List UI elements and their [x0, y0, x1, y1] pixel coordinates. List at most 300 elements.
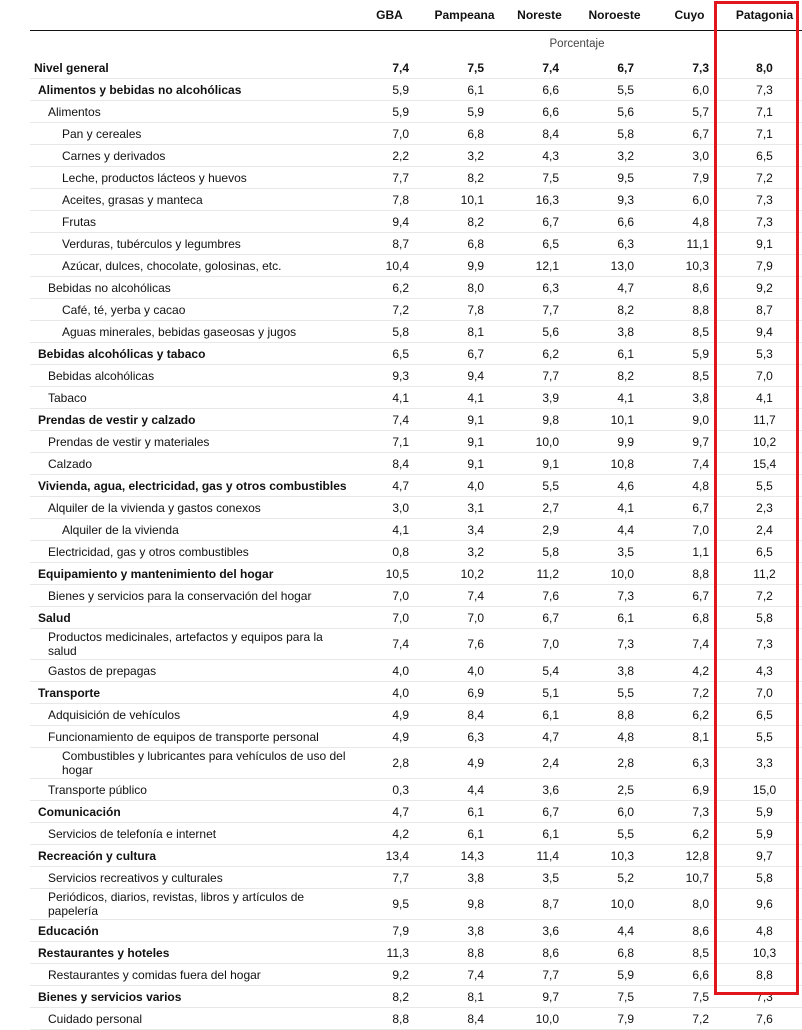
- cell-pampeana: 9,1: [427, 431, 502, 453]
- cell-noroeste: 5,6: [577, 101, 652, 123]
- cell-patagonia: 8,0: [727, 57, 802, 79]
- cell-noreste: 6,3: [502, 277, 577, 299]
- row-label: Restaurantes y comidas fuera del hogar: [30, 964, 352, 986]
- row-label: Frutas: [30, 211, 352, 233]
- cell-cuyo: 8,6: [652, 920, 727, 942]
- cell-noroeste: 4,1: [577, 387, 652, 409]
- cell-gba: 7,4: [352, 409, 427, 431]
- cell-patagonia: 2,3: [727, 497, 802, 519]
- cell-noroeste: 7,3: [577, 585, 652, 607]
- cell-patagonia: 7,2: [727, 167, 802, 189]
- cell-noroeste: 6,0: [577, 801, 652, 823]
- row-label: Gastos de prepagas: [30, 660, 352, 682]
- cell-gba: 7,9: [352, 920, 427, 942]
- cell-cuyo: 12,8: [652, 845, 727, 867]
- table-row: [30, 1008, 802, 1030]
- cell-pampeana: 9,1: [427, 453, 502, 475]
- cell-gba: 5,8: [352, 321, 427, 343]
- cell-patagonia: 11,2: [727, 563, 802, 585]
- row-label: Transporte público: [30, 779, 352, 801]
- cell-noroeste: 6,8: [577, 942, 652, 964]
- cell-cuyo: 7,5: [652, 986, 727, 1008]
- cell-noreste: 6,5: [502, 233, 577, 255]
- cell-patagonia: 7,1: [727, 101, 802, 123]
- cell-gba: 8,8: [352, 1008, 427, 1030]
- cell-patagonia: 3,3: [727, 748, 802, 779]
- cell-gba: 13,4: [352, 845, 427, 867]
- cell-patagonia: 9,6: [727, 889, 802, 920]
- cell-pampeana: 7,6: [427, 629, 502, 660]
- cell-pampeana: 6,8: [427, 123, 502, 145]
- cell-patagonia: 7,9: [727, 255, 802, 277]
- cell-cuyo: 6,6: [652, 964, 727, 986]
- cell-noreste: 2,7: [502, 497, 577, 519]
- cell-noreste: 4,7: [502, 726, 577, 748]
- row-label: Bienes y servicios para la conservación del hogar: [30, 585, 352, 607]
- cell-noreste: 6,2: [502, 343, 577, 365]
- cell-noroeste: 8,8: [577, 704, 652, 726]
- cell-cuyo: 6,8: [652, 607, 727, 629]
- cell-patagonia: 15,4: [727, 453, 802, 475]
- cell-gba: 4,1: [352, 387, 427, 409]
- cell-cuyo: 10,3: [652, 255, 727, 277]
- cell-patagonia: 6,5: [727, 145, 802, 167]
- column-header-cuyo: Cuyo: [652, 0, 727, 31]
- cell-patagonia: 7,2: [727, 585, 802, 607]
- cell-noroeste: 3,8: [577, 321, 652, 343]
- cell-pampeana: 6,1: [427, 801, 502, 823]
- cell-noroeste: 4,6: [577, 475, 652, 497]
- cell-noreste: 4,3: [502, 145, 577, 167]
- cell-patagonia: 5,5: [727, 726, 802, 748]
- cell-noroeste: 4,4: [577, 920, 652, 942]
- cell-cuyo: 6,0: [652, 79, 727, 101]
- table-row: [30, 964, 802, 986]
- cell-pampeana: 6,3: [427, 726, 502, 748]
- cell-cuyo: 6,3: [652, 748, 727, 779]
- cell-pampeana: 5,9: [427, 101, 502, 123]
- cell-patagonia: 4,8: [727, 920, 802, 942]
- column-header-noreste: Noreste: [502, 0, 577, 31]
- cell-gba: 5,9: [352, 79, 427, 101]
- cell-gba: 2,8: [352, 748, 427, 779]
- table-row: [30, 79, 802, 101]
- cell-noreste: 6,7: [502, 801, 577, 823]
- cell-cuyo: 8,1: [652, 726, 727, 748]
- cell-noreste: 6,7: [502, 211, 577, 233]
- cell-gba: 7,0: [352, 123, 427, 145]
- cell-cuyo: 5,9: [652, 343, 727, 365]
- row-label: Prendas de vestir y materiales: [30, 431, 352, 453]
- cell-gba: 4,7: [352, 801, 427, 823]
- cell-noreste: 12,1: [502, 255, 577, 277]
- table-row: [30, 942, 802, 964]
- cell-gba: 4,1: [352, 519, 427, 541]
- cell-gba: 7,7: [352, 867, 427, 889]
- cell-pampeana: 6,8: [427, 233, 502, 255]
- cell-gba: 0,3: [352, 779, 427, 801]
- cell-pampeana: 8,1: [427, 986, 502, 1008]
- cell-noreste: 10,0: [502, 431, 577, 453]
- cell-noroeste: 6,6: [577, 211, 652, 233]
- cell-cuyo: 8,5: [652, 321, 727, 343]
- cell-pampeana: 6,9: [427, 682, 502, 704]
- cell-noroeste: 7,9: [577, 1008, 652, 1030]
- cell-gba: 4,0: [352, 682, 427, 704]
- cell-noreste: 7,7: [502, 365, 577, 387]
- cell-patagonia: 8,8: [727, 964, 802, 986]
- cell-noroeste: 6,1: [577, 607, 652, 629]
- cell-patagonia: 5,9: [727, 823, 802, 845]
- row-label: Recreación y cultura: [30, 845, 352, 867]
- cell-pampeana: 7,0: [427, 607, 502, 629]
- cell-cuyo: 7,2: [652, 682, 727, 704]
- row-label: Comunicación: [30, 801, 352, 823]
- cell-patagonia: 7,3: [727, 79, 802, 101]
- row-label: Verduras, tubérculos y legumbres: [30, 233, 352, 255]
- cell-patagonia: 7,6: [727, 1008, 802, 1030]
- cell-cuyo: 3,8: [652, 387, 727, 409]
- table-row: [30, 233, 802, 255]
- cell-patagonia: 10,2: [727, 431, 802, 453]
- table-row: [30, 986, 802, 1008]
- row-label: Combustibles y lubricantes para vehículos de uso del hogar: [30, 748, 352, 779]
- table-row: [30, 660, 802, 682]
- cell-patagonia: 5,9: [727, 801, 802, 823]
- cell-gba: 7,0: [352, 607, 427, 629]
- cell-patagonia: 4,3: [727, 660, 802, 682]
- header-label-cell: [30, 0, 352, 31]
- cell-noreste: 3,5: [502, 867, 577, 889]
- cell-pampeana: 6,1: [427, 79, 502, 101]
- cell-pampeana: 9,1: [427, 409, 502, 431]
- cell-cuyo: 6,7: [652, 497, 727, 519]
- cell-noreste: 3,6: [502, 920, 577, 942]
- cell-noroeste: 9,3: [577, 189, 652, 211]
- table-row: [30, 453, 802, 475]
- regional-inflation-table: [30, 0, 802, 1030]
- cell-patagonia: 4,1: [727, 387, 802, 409]
- cell-pampeana: 8,0: [427, 277, 502, 299]
- cell-gba: 8,2: [352, 986, 427, 1008]
- column-header-patagonia: Patagonia: [727, 0, 802, 31]
- cell-noroeste: 10,0: [577, 889, 652, 920]
- cell-pampeana: 3,8: [427, 867, 502, 889]
- cell-gba: 4,2: [352, 823, 427, 845]
- cell-noreste: 10,0: [502, 1008, 577, 1030]
- cell-noroeste: 5,5: [577, 682, 652, 704]
- cell-cuyo: 7,4: [652, 629, 727, 660]
- cell-noreste: 11,2: [502, 563, 577, 585]
- cell-noreste: 16,3: [502, 189, 577, 211]
- cell-noreste: 7,5: [502, 167, 577, 189]
- cell-gba: 8,4: [352, 453, 427, 475]
- row-label: Tabaco: [30, 387, 352, 409]
- cell-noroeste: 3,2: [577, 145, 652, 167]
- cell-cuyo: 7,3: [652, 801, 727, 823]
- cell-patagonia: 9,2: [727, 277, 802, 299]
- table-row: [30, 889, 802, 920]
- cell-noroeste: 7,3: [577, 629, 652, 660]
- cell-pampeana: 10,2: [427, 563, 502, 585]
- cell-noroeste: 5,5: [577, 823, 652, 845]
- cell-noroeste: 10,3: [577, 845, 652, 867]
- cell-noroeste: 5,8: [577, 123, 652, 145]
- cell-pampeana: 6,7: [427, 343, 502, 365]
- table-row: [30, 475, 802, 497]
- cell-cuyo: 10,7: [652, 867, 727, 889]
- cell-pampeana: 14,3: [427, 845, 502, 867]
- cell-noreste: 5,5: [502, 475, 577, 497]
- row-label: Bebidas alcohólicas y tabaco: [30, 343, 352, 365]
- cell-pampeana: 7,8: [427, 299, 502, 321]
- cell-gba: 7,2: [352, 299, 427, 321]
- cell-noreste: 7,7: [502, 299, 577, 321]
- cell-patagonia: 2,4: [727, 519, 802, 541]
- table-row: [30, 519, 802, 541]
- cell-pampeana: 8,2: [427, 211, 502, 233]
- table-row: [30, 801, 802, 823]
- cell-cuyo: 8,0: [652, 889, 727, 920]
- table-row: [30, 321, 802, 343]
- cell-noreste: 5,4: [502, 660, 577, 682]
- table-row: [30, 541, 802, 563]
- cell-cuyo: 7,2: [652, 1008, 727, 1030]
- cell-gba: 7,8: [352, 189, 427, 211]
- cell-noreste: 6,1: [502, 704, 577, 726]
- cell-pampeana: 4,0: [427, 660, 502, 682]
- cell-noreste: 8,6: [502, 942, 577, 964]
- cell-patagonia: 11,7: [727, 409, 802, 431]
- cell-noroeste: 4,1: [577, 497, 652, 519]
- cell-noreste: 9,7: [502, 986, 577, 1008]
- cell-gba: 3,0: [352, 497, 427, 519]
- row-label: Educación: [30, 920, 352, 942]
- cell-pampeana: 8,8: [427, 942, 502, 964]
- row-label: Alquiler de la vivienda: [30, 519, 352, 541]
- cell-gba: 6,2: [352, 277, 427, 299]
- cell-pampeana: 6,1: [427, 823, 502, 845]
- cell-cuyo: 3,0: [652, 145, 727, 167]
- cell-patagonia: 9,1: [727, 233, 802, 255]
- row-label: Bebidas no alcohólicas: [30, 277, 352, 299]
- cell-gba: 4,9: [352, 726, 427, 748]
- cell-gba: 4,0: [352, 660, 427, 682]
- table-row: [30, 779, 802, 801]
- row-label: Adquisición de vehículos: [30, 704, 352, 726]
- cell-noreste: 9,8: [502, 409, 577, 431]
- cell-noreste: 2,9: [502, 519, 577, 541]
- cell-noroeste: 3,5: [577, 541, 652, 563]
- cell-noroeste: 9,5: [577, 167, 652, 189]
- cell-noreste: 6,6: [502, 101, 577, 123]
- table-row: [30, 920, 802, 942]
- cell-gba: 7,0: [352, 585, 427, 607]
- cell-pampeana: 9,4: [427, 365, 502, 387]
- cell-cuyo: 9,0: [652, 409, 727, 431]
- cell-noreste: 11,4: [502, 845, 577, 867]
- cell-cuyo: 9,7: [652, 431, 727, 453]
- cell-pampeana: 8,4: [427, 1008, 502, 1030]
- cell-noreste: 7,0: [502, 629, 577, 660]
- table-row: [30, 343, 802, 365]
- cell-pampeana: 10,1: [427, 189, 502, 211]
- row-label: Servicios recreativos y culturales: [30, 867, 352, 889]
- cell-gba: 10,4: [352, 255, 427, 277]
- table-row: [30, 189, 802, 211]
- row-label: Transporte: [30, 682, 352, 704]
- header-row: [30, 0, 802, 31]
- cell-gba: 6,5: [352, 343, 427, 365]
- cell-noroeste: 5,9: [577, 964, 652, 986]
- cell-cuyo: 6,2: [652, 823, 727, 845]
- cell-noroeste: 6,3: [577, 233, 652, 255]
- cell-patagonia: 5,8: [727, 867, 802, 889]
- cell-patagonia: 5,5: [727, 475, 802, 497]
- cell-gba: 9,2: [352, 964, 427, 986]
- row-label: Leche, productos lácteos y huevos: [30, 167, 352, 189]
- cell-noreste: 6,1: [502, 823, 577, 845]
- row-label: Salud: [30, 607, 352, 629]
- table-row: [30, 607, 802, 629]
- cell-patagonia: 15,0: [727, 779, 802, 801]
- cell-noreste: 8,4: [502, 123, 577, 145]
- cell-pampeana: 9,8: [427, 889, 502, 920]
- row-label: Vivienda, agua, electricidad, gas y otros combustibles: [30, 475, 352, 497]
- cell-noreste: 7,6: [502, 585, 577, 607]
- cell-noreste: 7,4: [502, 57, 577, 79]
- table-row: [30, 682, 802, 704]
- row-label: Equipamiento y mantenimiento del hogar: [30, 563, 352, 585]
- cell-noroeste: 4,7: [577, 277, 652, 299]
- cell-cuyo: 1,1: [652, 541, 727, 563]
- column-header-noroeste: Noroeste: [577, 0, 652, 31]
- table-row: [30, 145, 802, 167]
- cell-noroeste: 2,8: [577, 748, 652, 779]
- table-row: [30, 123, 802, 145]
- cell-noroeste: 10,1: [577, 409, 652, 431]
- cell-pampeana: 4,0: [427, 475, 502, 497]
- row-label: Bebidas alcohólicas: [30, 365, 352, 387]
- cell-pampeana: 9,9: [427, 255, 502, 277]
- cell-patagonia: 8,7: [727, 299, 802, 321]
- cell-gba: 7,1: [352, 431, 427, 453]
- table-row: [30, 629, 802, 660]
- table-row: [30, 563, 802, 585]
- table-row: [30, 845, 802, 867]
- cell-patagonia: 7,3: [727, 629, 802, 660]
- row-label: Restaurantes y hoteles: [30, 942, 352, 964]
- cell-cuyo: 7,0: [652, 519, 727, 541]
- cell-noroeste: 2,5: [577, 779, 652, 801]
- cell-patagonia: 10,3: [727, 942, 802, 964]
- cell-patagonia: 7,3: [727, 986, 802, 1008]
- cell-cuyo: 4,8: [652, 475, 727, 497]
- cell-cuyo: 4,8: [652, 211, 727, 233]
- cell-gba: 4,7: [352, 475, 427, 497]
- cell-cuyo: 6,9: [652, 779, 727, 801]
- row-label: Alimentos: [30, 101, 352, 123]
- cell-noroeste: 9,9: [577, 431, 652, 453]
- table-row: [30, 167, 802, 189]
- table-row: [30, 726, 802, 748]
- unit-row: [30, 31, 802, 58]
- cell-gba: 7,7: [352, 167, 427, 189]
- cell-patagonia: 6,5: [727, 704, 802, 726]
- cell-cuyo: 6,7: [652, 123, 727, 145]
- cell-pampeana: 7,4: [427, 964, 502, 986]
- cell-gba: 10,5: [352, 563, 427, 585]
- cell-cuyo: 11,1: [652, 233, 727, 255]
- row-label: Periódicos, diarios, revistas, libros y artículos de papelería: [30, 889, 352, 920]
- cell-gba: 4,9: [352, 704, 427, 726]
- table-row: [30, 409, 802, 431]
- cell-noreste: 9,1: [502, 453, 577, 475]
- row-label: Funcionamiento de equipos de transporte personal: [30, 726, 352, 748]
- cell-gba: 9,3: [352, 365, 427, 387]
- cell-noreste: 3,9: [502, 387, 577, 409]
- cell-gba: 2,2: [352, 145, 427, 167]
- cell-cuyo: 8,5: [652, 365, 727, 387]
- table-row: [30, 497, 802, 519]
- table-row: [30, 255, 802, 277]
- row-label: Azúcar, dulces, chocolate, golosinas, etc.: [30, 255, 352, 277]
- cell-noroeste: 6,7: [577, 57, 652, 79]
- cell-gba: 0,8: [352, 541, 427, 563]
- cell-gba: 8,7: [352, 233, 427, 255]
- cell-gba: 9,5: [352, 889, 427, 920]
- cell-cuyo: 8,6: [652, 277, 727, 299]
- cell-noreste: 5,8: [502, 541, 577, 563]
- cell-patagonia: 7,1: [727, 123, 802, 145]
- table-row: [30, 867, 802, 889]
- column-header-gba: GBA: [352, 0, 427, 31]
- row-label: Productos medicinales, artefactos y equipos para la salud: [30, 629, 352, 660]
- cell-gba: 9,4: [352, 211, 427, 233]
- cell-pampeana: 7,5: [427, 57, 502, 79]
- cell-cuyo: 6,7: [652, 585, 727, 607]
- table-row: [30, 387, 802, 409]
- cell-noroeste: 7,5: [577, 986, 652, 1008]
- table-row: [30, 704, 802, 726]
- cell-patagonia: 5,8: [727, 607, 802, 629]
- cell-pampeana: 8,2: [427, 167, 502, 189]
- cell-gba: 5,9: [352, 101, 427, 123]
- table-row: [30, 299, 802, 321]
- cell-patagonia: 9,4: [727, 321, 802, 343]
- cell-pampeana: 3,1: [427, 497, 502, 519]
- cell-noroeste: 13,0: [577, 255, 652, 277]
- row-label: Prendas de vestir y calzado: [30, 409, 352, 431]
- cell-pampeana: 4,1: [427, 387, 502, 409]
- row-label: Carnes y derivados: [30, 145, 352, 167]
- cell-noroeste: 10,0: [577, 563, 652, 585]
- cell-patagonia: 7,3: [727, 211, 802, 233]
- cell-pampeana: 8,1: [427, 321, 502, 343]
- cell-pampeana: 8,4: [427, 704, 502, 726]
- row-label: Nivel general: [30, 57, 352, 79]
- cell-noreste: 6,7: [502, 607, 577, 629]
- row-label: Cuidado personal: [30, 1008, 352, 1030]
- row-label: Servicios de telefonía e internet: [30, 823, 352, 845]
- cell-gba: 7,4: [352, 57, 427, 79]
- cell-patagonia: 5,3: [727, 343, 802, 365]
- table-row: [30, 748, 802, 779]
- row-label: Bienes y servicios varios: [30, 986, 352, 1008]
- cell-cuyo: 4,2: [652, 660, 727, 682]
- column-header-pampeana: Pampeana: [427, 0, 502, 31]
- cell-noroeste: 5,5: [577, 79, 652, 101]
